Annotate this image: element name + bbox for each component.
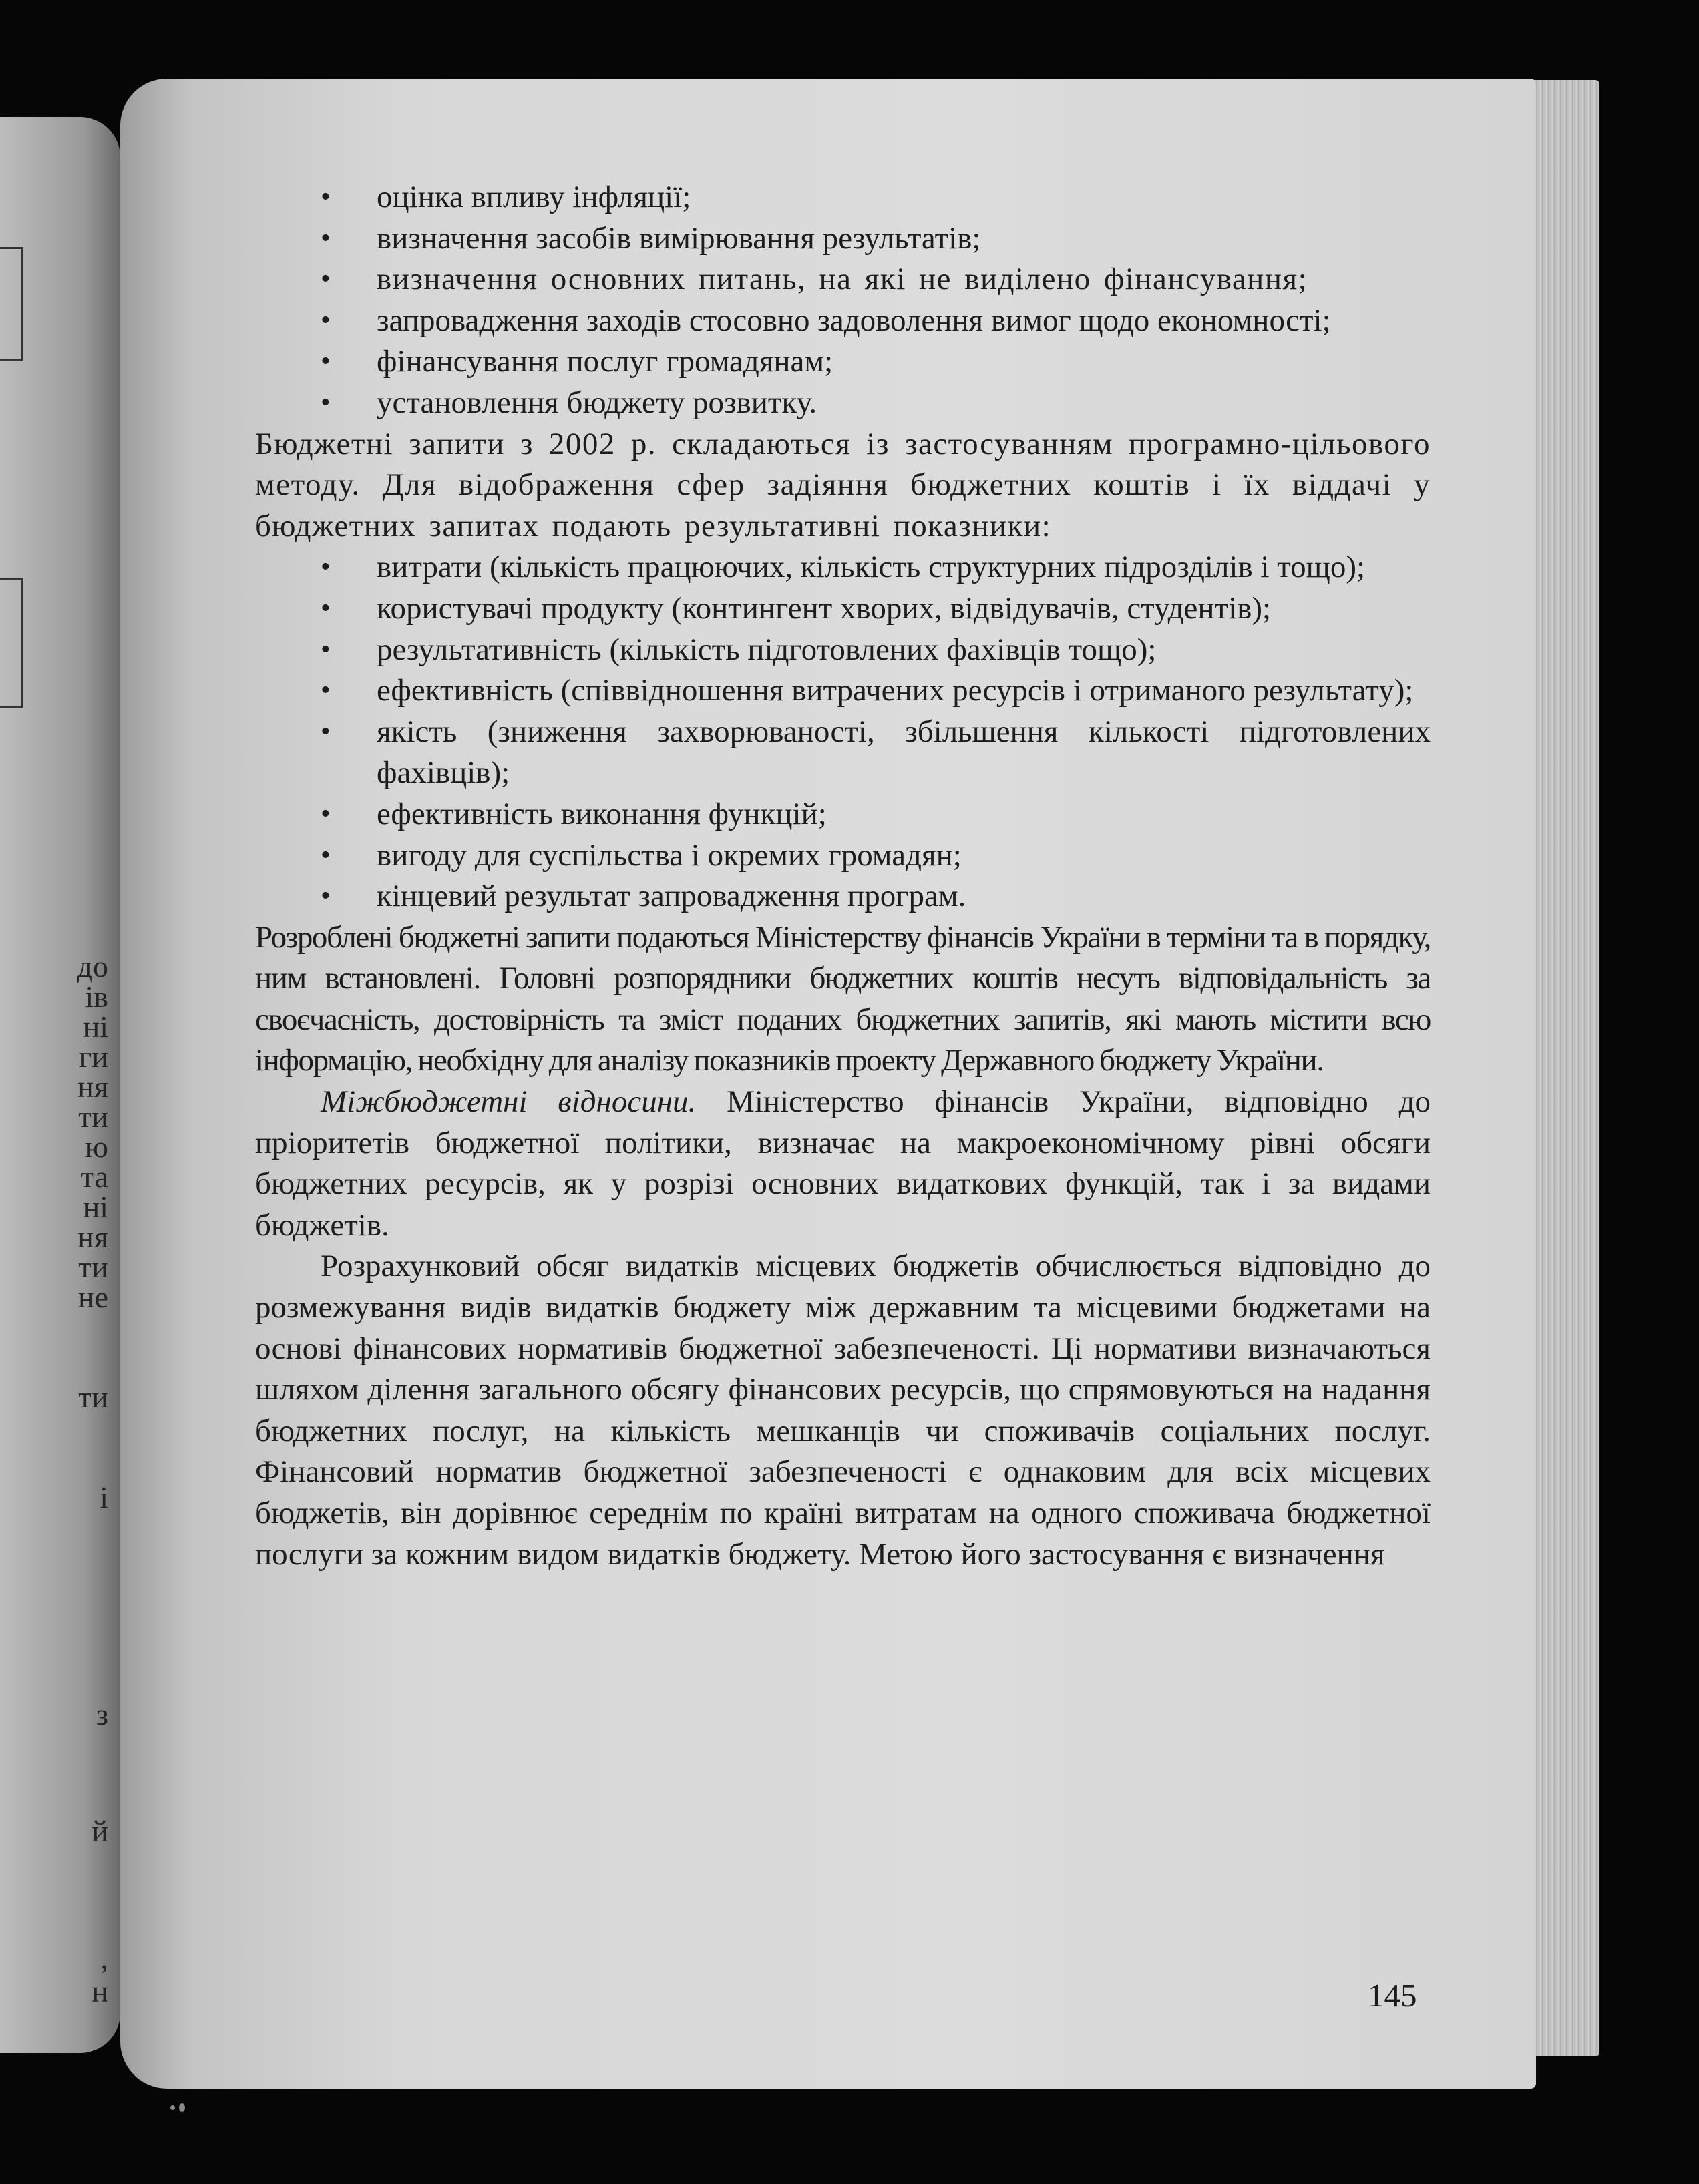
page-body — [255, 177, 1431, 1575]
bullet-list-performance-indicators — [255, 547, 1431, 917]
left-page-fragment: ги — [79, 1040, 108, 1074]
bullet-icon: • — [321, 264, 331, 295]
left-page-box-frame — [0, 578, 23, 708]
bullet-icon: • — [321, 387, 331, 418]
list-item: • кінцевий результат запровадження програм. — [255, 876, 1431, 917]
left-page-fragment: і — [100, 1480, 108, 1514]
left-page-fragment: н — [91, 1974, 108, 2008]
list-item: • фінансування послуг громадянам; — [255, 341, 1431, 383]
bullet-icon: • — [321, 552, 331, 583]
left-page-fragment: до — [77, 949, 108, 984]
left-page-fragment: не — [77, 1280, 108, 1314]
section-heading-italic: Міжбюджетні відносини. — [321, 1084, 697, 1120]
list-item: • якість (зниження захворюваності, збільшення кількості підготовлених фахівців); — [255, 712, 1431, 794]
list-item: • витрати (кількість працюючих, кількість структурних підрозділів і тощо); — [255, 547, 1431, 588]
left-page-fragment: ю — [85, 1130, 108, 1164]
list-item: • запровадження заходів стосовно задоволення вимог щодо економності; — [255, 300, 1431, 342]
bullet-list-budget-goals — [255, 177, 1431, 424]
bullet-icon: • — [321, 634, 331, 665]
list-item: • ефективність виконання функцій; — [255, 794, 1431, 835]
left-page-fragment: ти — [78, 1100, 108, 1134]
list-item: • установлення бюджету розвитку. — [255, 383, 1431, 424]
bullet-icon: • — [321, 182, 331, 212]
list-item: • результативність (кількість підготовлених фахівців тощо); — [255, 630, 1431, 671]
left-page-fragment: ня — [77, 1070, 108, 1104]
bullet-icon: • — [321, 592, 331, 624]
left-page-box-frame — [0, 247, 23, 361]
left-page-fragment: та — [80, 1160, 108, 1194]
dust-speck — [170, 2105, 175, 2110]
left-page-fragment: ні — [83, 1190, 108, 1224]
bullet-icon: • — [321, 716, 331, 747]
dust-speck — [179, 2103, 185, 2112]
bullet-icon: • — [321, 675, 331, 706]
left-page-fragment: ів — [85, 979, 108, 1014]
bullet-icon: • — [321, 304, 331, 336]
page-number: 145 — [1368, 1977, 1417, 2014]
list-item: • оцінка впливу інфляції; — [255, 177, 1431, 218]
left-page-fragment: з — [96, 1697, 108, 1731]
list-item: • визначення засобів вимірювання результатів; — [255, 218, 1431, 260]
bullet-icon: • — [321, 222, 331, 254]
list-item: • визначення основних питань, на які не виділено фінансування; — [255, 259, 1431, 300]
list-item: • ефективність (співвідношення витрачених ресурсів і отриманого результату); — [255, 670, 1431, 712]
paragraph-budget-requests: Бюджетні запити з 2002 р. складаються із застосуванням програмно-цільового методу. Для відображення сфер задіяння бюджетних коштів і їх віддачі у бюджетних запитах подають результативні показники: — [255, 426, 1431, 543]
left-page-fragment: й — [91, 1814, 108, 1848]
list-item: • вигоду для суспільства і окремих громадян; — [255, 835, 1431, 877]
left-page-fragment: ти — [78, 1380, 108, 1414]
bullet-icon: • — [321, 839, 331, 871]
list-item: • користувачі продукту (контингент хворих, відвідувачів, студентів); — [255, 588, 1431, 630]
paragraph-interbudget-relations — [255, 1082, 1431, 1246]
paragraph-expenditure-calculation: Розрахунковий обсяг видатків місцевих бюджетів обчислюється відповідно до розмежування видів видатків бюджету між державним та місцевими бюджетами на основі фінансових нормативів бюджетної забезпеченості. Ці нормативи визначаються шляхом ділення загального обсягу фінансових ресурсів, що спрямовуються на надання бюджетних послуг, на кількість мешканців чи споживачів соціальних послуг. Фінансовий норматив бюджетної забезпеченості є однаковим для всіх місцевих бюджетів, він дорівнює середнім по країні витратам на одного споживача бюджетної послуги за кожним видом видатків бюджету. Метою його застосування є визначення — [255, 1249, 1431, 1572]
paragraph-text: Міністерство фінансів України, відповідно до пріоритетів бюджетної політики, визначає на макроекономічному рівні обсяги бюджетних ресурсів, як у розрізі основних видаткових функцій, так і за видами бюджетів. — [255, 1084, 1431, 1243]
bullet-icon: • — [321, 798, 331, 829]
paragraph-submission-rules: Розроблені бюджетні запити подаються Міністерству фінансів України в терміни та в порядку, ним встановлені. Головні розпорядники бюджетних коштів несуть відповідальність за своєчасність, достовірність та зміст поданих бюджетних запитів, які мають містити всю інформацію, необхідну для аналізу показників проекту Державного бюджету України. — [255, 919, 1431, 1078]
left-page-fragment: ня — [77, 1220, 108, 1254]
bullet-icon: • — [321, 346, 331, 377]
left-page-fragment: , — [100, 1941, 108, 1975]
bullet-icon: • — [321, 881, 331, 912]
left-page-fragment: ні — [83, 1010, 108, 1044]
left-page-edge — [0, 117, 120, 2053]
left-page-fragment: ти — [78, 1250, 108, 1284]
